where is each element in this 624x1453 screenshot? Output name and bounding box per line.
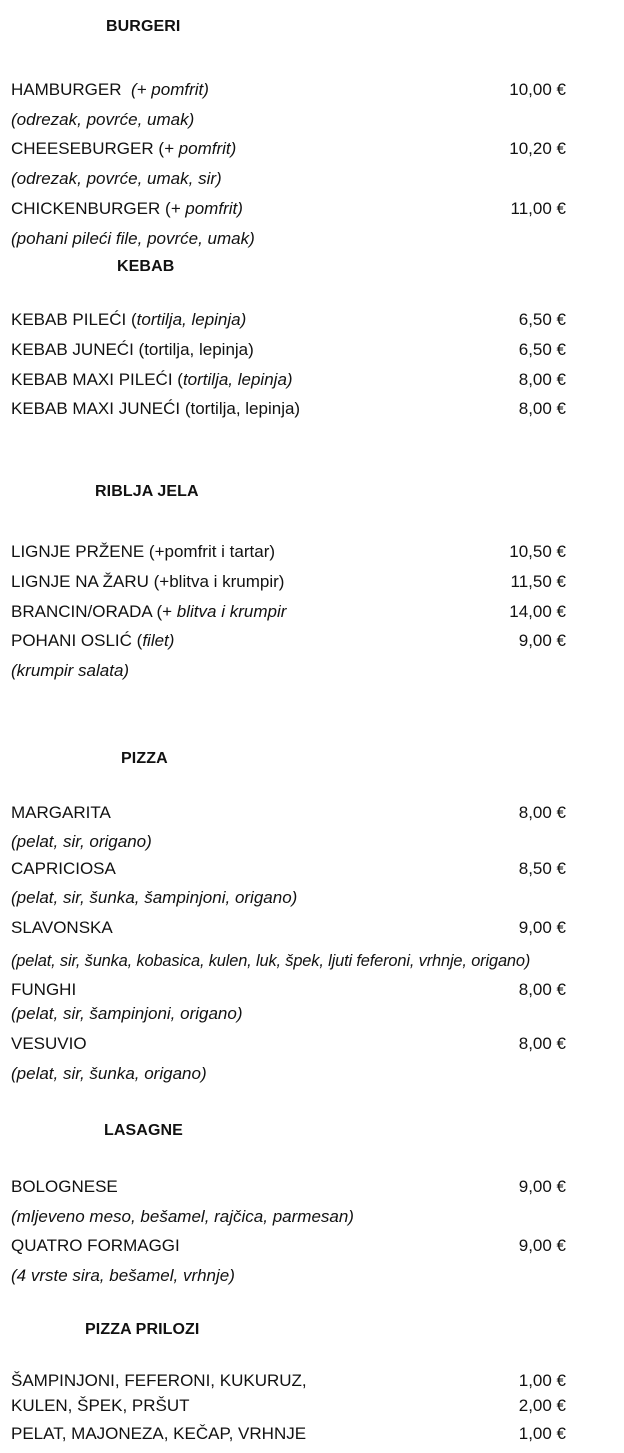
item-price: 8,00 € (518, 1034, 566, 1053)
item-description: (krumpir salata) (11, 661, 130, 680)
menu-item-kebab-pileci (11, 309, 566, 331)
item-price: 11,00 € (510, 199, 566, 218)
item-description: (pelat, sir, šampinjoni, origano) (11, 1004, 243, 1023)
item-description: (pelat, sir, origano) (11, 832, 152, 851)
item-name: KULEN, ŠPEK, PRŠUT (11, 1396, 190, 1415)
item-price: 1,00 € (518, 1371, 566, 1390)
item-price: 8,00 € (518, 399, 566, 418)
item-price: 8,00 € (518, 803, 566, 822)
item-price: 2,00 € (518, 1396, 566, 1415)
section-title-riblja-jela: RIBLJA JELA (95, 483, 199, 500)
item-name: HAMBURGER (11, 80, 122, 99)
item-note: blitva i krumpir (176, 602, 287, 621)
section-title-burgeri: BURGERI (106, 18, 181, 35)
item-note: tortilja, lepinja) (136, 310, 247, 329)
item-note: filet) (142, 631, 175, 650)
item-name: MARGARITA (11, 803, 111, 822)
item-description: (odrezak, povrće, umak) (11, 110, 195, 129)
item-name: VESUVIO (11, 1034, 87, 1053)
item-name: LIGNJE PRŽENE (+pomfrit i tartar) (11, 542, 276, 561)
menu-item-bolognese (11, 1176, 566, 1198)
menu-item-pohani-oslic (11, 630, 566, 652)
item-price: 11,50 € (510, 572, 566, 591)
item-note: + pomfrit) (164, 139, 237, 158)
menu-item-chickenburger (11, 198, 566, 220)
item-description: (odrezak, povrće, umak, sir) (11, 169, 222, 188)
item-price: 8,00 € (518, 370, 566, 389)
menu-item-lignje-na-zaru (11, 571, 566, 593)
menu-item-slavonska (11, 917, 566, 939)
item-name: POHANI OSLIĆ ( (11, 631, 143, 650)
item-price: 8,50 € (518, 859, 566, 878)
menu-item-kebab-juneci (11, 339, 566, 361)
item-note: + pomfrit) (170, 199, 243, 218)
menu-item-lignje-przene (11, 541, 566, 563)
item-price: 9,00 € (518, 1236, 566, 1255)
item-price: 10,50 € (509, 542, 566, 561)
section-title-pizza: PIZZA (121, 750, 168, 767)
menu-item-margarita (11, 802, 566, 824)
menu-item-cheeseburger (11, 138, 566, 160)
item-name: PELAT, MAJONEZA, KEČAP, VRHNJE (11, 1424, 307, 1443)
section-title-lasagne: LASAGNE (104, 1122, 183, 1139)
menu-item-kebab-maxi-pileci (11, 369, 566, 391)
item-note: tortilja, lepinja) (182, 370, 293, 389)
item-price: 14,00 € (509, 602, 566, 621)
menu-item-vesuvio (11, 1033, 566, 1055)
item-description: (mljeveno meso, bešamel, rajčica, parmesan) (11, 1207, 354, 1226)
item-price: 1,00 € (518, 1424, 566, 1443)
section-title-pizza-prilozi: PIZZA PRILOZI (85, 1321, 200, 1338)
item-price: 9,00 € (518, 631, 566, 650)
menu-item-prilozi-1 (11, 1370, 566, 1392)
menu-item-prilozi-3 (11, 1423, 566, 1445)
item-name: KEBAB PILEĆI ( (11, 310, 137, 329)
section-title-kebab: KEBAB (117, 258, 175, 275)
item-description: (pelat, sir, šunka, šampinjoni, origano) (11, 888, 298, 907)
item-name: BOLOGNESE (11, 1177, 118, 1196)
item-name: CHEESEBURGER ( (11, 139, 165, 158)
menu-item-prilozi-2 (11, 1395, 566, 1417)
item-price: 10,20 € (509, 139, 566, 158)
item-price: 6,50 € (518, 310, 566, 329)
item-name: CAPRICIOSA (11, 859, 116, 878)
menu-item-quatro-formaggi (11, 1235, 566, 1257)
menu-item-kebab-maxi-juneci (11, 398, 566, 420)
item-name: KEBAB JUNEĆI (tortilja, lepinja) (11, 340, 254, 359)
item-name: FUNGHI (11, 980, 77, 999)
item-name: LIGNJE NA ŽARU (+blitva i krumpir) (11, 572, 285, 591)
item-name: SLAVONSKA (11, 918, 113, 937)
item-description: (pohani pileći file, povrće, umak) (11, 229, 255, 248)
item-name: KEBAB MAXI JUNEĆI (tortilja, lepinja) (11, 399, 301, 418)
item-price: 9,00 € (518, 918, 566, 937)
item-description: (4 vrste sira, bešamel, vrhnje) (11, 1266, 235, 1285)
item-name: QUATRO FORMAGGI (11, 1236, 180, 1255)
item-price: 10,00 € (509, 80, 566, 99)
item-note: (+ pomfrit) (130, 80, 209, 99)
item-description: (pelat, sir, šunka, origano) (11, 1064, 207, 1083)
menu-item-funghi (11, 979, 566, 1001)
item-description: (pelat, sir, šunka, kobasica, kulen, luk, špek, ljuti feferoni, vrhnje, origano) (11, 952, 531, 970)
item-price: 9,00 € (518, 1177, 566, 1196)
item-name: KEBAB MAXI PILEĆI ( (11, 370, 183, 389)
item-name: CHICKENBURGER ( (11, 199, 171, 218)
item-price: 6,50 € (518, 340, 566, 359)
item-price: 8,00 € (518, 980, 566, 999)
menu-item-hamburger (11, 79, 566, 101)
item-name: BRANCIN/ORADA (+ (11, 602, 177, 621)
menu-item-capriciosa (11, 858, 566, 880)
menu-item-brancin-orada (11, 601, 566, 623)
item-name: ŠAMPINJONI, FEFERONI, KUKURUZ, (11, 1371, 307, 1390)
